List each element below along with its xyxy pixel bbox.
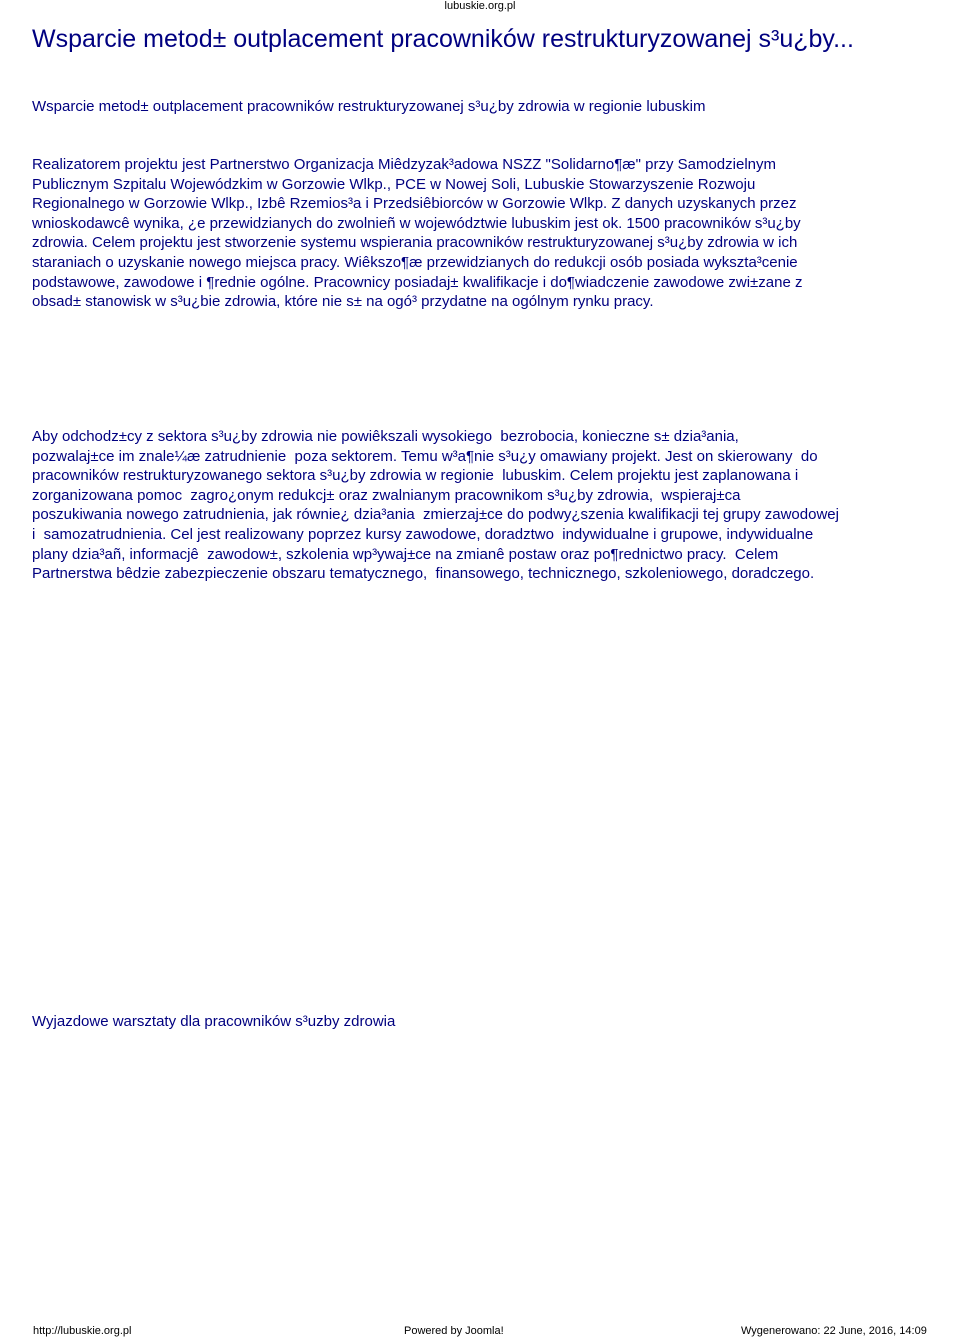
page-footer — [0, 1324, 960, 1338]
footer-generated-date: Wygenerowano: 22 June, 2016, 14:09 — [741, 1325, 927, 1337]
article-paragraph-1: Realizatorem projektu jest Partnerstwo Organizacja Miêdzyzak³adowa NSZZ "Solidarno¶æ" przy Samodzielnym Publicznym Szpitalu Wojewódzkim w Gorzowie Wlkp., PCE w Nowej Soli, Lubuskie Stowarzyszenie Rozwoju Regionalnego w Gorzowie Wlkp., Izbê Rzemios³a i Przedsiêbiorców w Gorzowie Wlkp. Z danych uzyskanych przez wnioskodawcê wynika, ¿e przewidzianych do zwolnieñ w województwie lubuskim jest ok. 1500 pracowników s³u¿by zdrowia. Celem projektu jest stworzenie systemu wspierania pracowników restrukturyzowanej s³u¿by zdrowia w ich staraniach o uzyskanie nowego miejsca pracy. Wiêkszo¶æ przewidzianych do redukcji osób posiada wykszta³cenie podstawowe, zawodowe i ¶rednie ogólne. Pracownicy posiadaj± kwalifikacje i do¶wiadczenie zawodowe zwi±zane z obsad± stanowisk w s³u¿bie zdrowia, które nie s± na ogó³ przydatne na ogólnym rynku pracy. — [32, 156, 803, 311]
article-paragraph-3: Wyjazdowe warsztaty dla pracowników s³uzby zdrowia — [32, 1013, 396, 1030]
article-subtitle: Wsparcie metod± outplacement pracowników restrukturyzowanej s³u¿by zdrowia w regionie lubuskim — [32, 98, 706, 115]
article-paragraph-2: Aby odchodz±cy z sektora s³u¿by zdrowia nie powiêkszali wysokiego bezrobocia, konieczne s± dzia³ania, pozwalaj±ce im znale¼æ zatrudnienie poza sektorem. Temu w³a¶nie s³u¿y omawiany projekt. Jest on skierowany do pracowników restrukturyzowanego sektora s³u¿by zdrowia w regionie lubuskim. Celem projektu jest zaplanowana i zorganizowana pomoc zagro¿onym redukcj± oraz zwalnianym pracownikom s³u¿by zdrowia, wspieraj±ca poszukiwania nowego zatrudnienia, jak równie¿ dzia³ania zmierzaj±ce do podwy¿szenia kwalifikacji tej grupy zawodowej i samozatrudnienia. Cel jest realizowany poprzez kursy zawodowe, doradztwo indywidualne i grupowe, indywidualne plany dzia³añ, informacjê zawodow±, szkolenia wp³ywaj±ce na zmianê postaw oraz po¶rednictwo pracy. Celem Partnerstwa bêdzie zabezpieczenie obszaru tematycznego, finansowego, technicznego, szkoleniowego, doradczego. — [32, 428, 839, 583]
footer-powered-by: Powered by Joomla! — [404, 1325, 504, 1337]
site-header: lubuskie.org.pl — [444, 0, 516, 12]
article-title: Wsparcie metod± outplacement pracowników restrukturyzowanej s³u¿by... — [32, 25, 854, 53]
footer-url: http://lubuskie.org.pl — [33, 1325, 132, 1337]
